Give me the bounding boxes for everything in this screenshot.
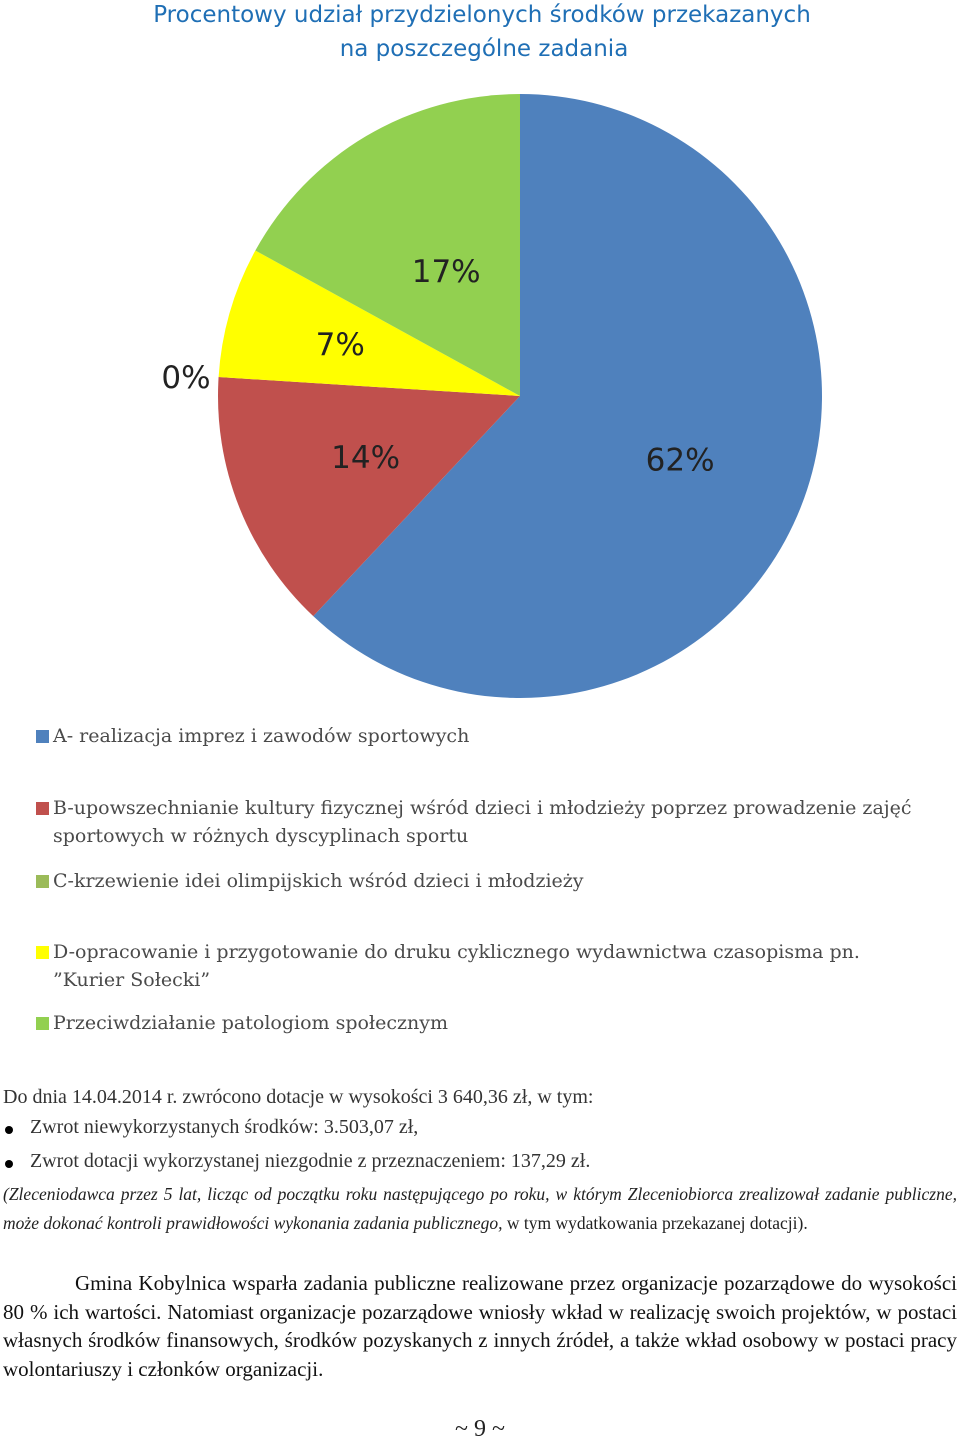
summary-paragraph-1: Gmina Kobylnica wsparła zadania publiczne realizowane przez organizacje pozarządowe do wysokości 80 % ich wartości. <box>3 1271 957 1324</box>
legend-item-d <box>36 938 936 994</box>
legend-label-b: B-upowszechnianie kultury fizycznej wśród dzieci i młodzieży poprzez prowadzenie zajęć sportowych w różnych dyscyplinach sportu <box>53 797 912 847</box>
legend-item-b <box>36 794 936 850</box>
control-note-italic: (Zleceniodawca przez 5 lat, licząc od początku roku następującego po roku, w którym Zleceniobiorca zrealizował zadanie publiczne, może dokonać kontroli prawidłowości wykonania zadania publicznego, <box>3 1184 957 1233</box>
legend-item-a <box>36 722 936 750</box>
bullet-dot <box>5 1126 13 1134</box>
legend-swatch-b <box>36 802 49 815</box>
legend-item-c <box>36 867 936 895</box>
data-label-a: 62% <box>645 442 715 479</box>
legend-label-a: A- realizacja imprez i zawodów sportowych <box>53 725 470 747</box>
page-number: ~ 9 ~ <box>455 1416 505 1442</box>
legend-label-e: Przeciwdziałanie patologiom społecznym <box>53 1012 448 1034</box>
chart-title-line-1: Procentowy udział przydzielonych środków przekazanych <box>153 2 811 28</box>
legend-label-d: D-opracowanie i przygotowanie do druku cyklicznego wydawnictwa czasopisma pn. ”Kurier Sołecki” <box>53 941 860 991</box>
list-item-text: Zwrot niewykorzystanych środków: 3.503,07 zł, <box>30 1116 419 1138</box>
legend-swatch-e <box>36 1017 49 1030</box>
legend-swatch-d <box>36 946 49 959</box>
summary-paragraph <box>3 1269 957 1383</box>
legend-swatch-a <box>36 730 49 743</box>
control-note-regular: w tym wydatkowania przekazanej dotacji). <box>506 1213 808 1233</box>
data-label-d: 7% <box>315 326 365 363</box>
data-label-c: 0% <box>161 360 211 396</box>
legend-label-c: C-krzewienie idei olimpijskich wśród dzieci i młodzieży <box>53 870 584 892</box>
summary-paragraph-2: Natomiast organizacje pozarządowe wniosły wkład w realizację swoich projektów, w postaci własnych środków finansowych, środków pozyskanych z innych źródeł, a także wkład osobowy w postaci pracy wolontariuszy i członków organizacji. <box>3 1299 958 1381</box>
chart-title-line-2: na poszczególne zadania <box>339 36 629 62</box>
list-item-text: Zwrot dotacji wykorzystanej niezgodnie z przeznaczeniem: 137,29 zł. <box>30 1150 591 1172</box>
legend-item-e <box>36 1009 936 1037</box>
list-item <box>3 1116 418 1139</box>
control-note <box>3 1180 957 1238</box>
returned-grants-intro: Do dnia 14.04.2014 r. zwrócono dotacje w wysokości 3 640,36 zł, w tym: <box>3 1086 594 1108</box>
data-label-b: 14% <box>331 440 401 477</box>
legend-swatch-c <box>36 875 49 888</box>
data-label-e: 17% <box>411 254 481 291</box>
list-item <box>3 1150 590 1173</box>
bullet-dot <box>5 1160 13 1168</box>
pie-chart <box>0 0 960 710</box>
